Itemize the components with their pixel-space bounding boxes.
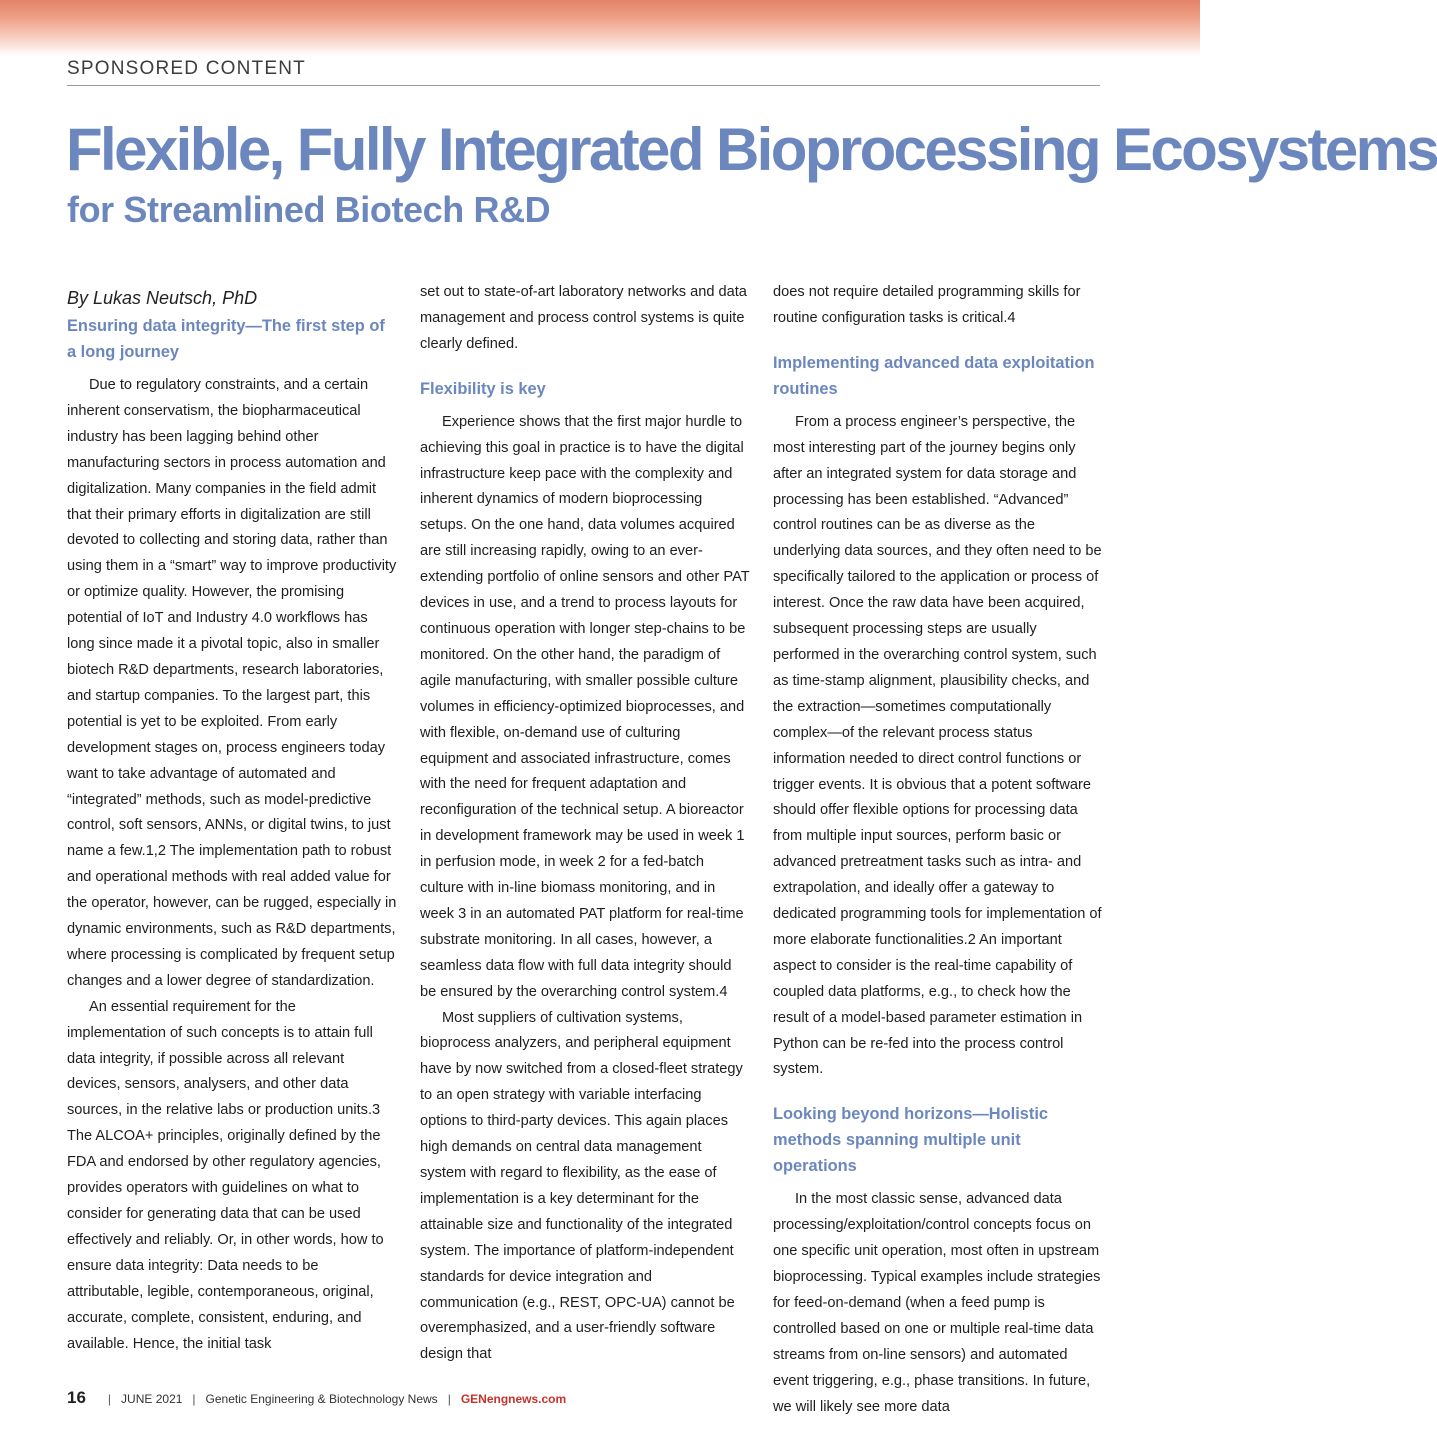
section-heading-beyond-horizons: Looking beyond horizons—Holistic methods spanning multiple unit operations [773, 1105, 1048, 1176]
page-footer [67, 1388, 566, 1412]
article-title: Flexible, Fully Integrated Bioprocessing Ecosystems [66, 116, 1437, 183]
article-column-1 [67, 280, 397, 1357]
page-number: 16 [67, 1388, 86, 1407]
section-heading-data-integrity: Ensuring data integrity—The first step of a long journey [67, 317, 385, 361]
issue-date: JUNE 2021 [121, 1392, 183, 1406]
body-paragraph: In the most classic sense, advanced data processing/exploitation/control concepts focus on one specific unit operation, most often in upstream bioprocessing. Typical examples include strategies for feed-on-demand (when a feed pump is controlled based on one or multiple real-time data streams from on-line sensors) and automated event triggering, e.g., phase transitions. In future, we will likely see more data [773, 1191, 1101, 1415]
website-link[interactable]: GENengnews.com [460, 1392, 567, 1406]
body-paragraph: An essential requirement for the implementation of such concepts is to attain full data integrity, if possible across all relevant devices, sensors, analysers, and other data sources, in the relative labs or production units.3 The ALCOA+ principles, originally defined by the FDA and endorsed by other regulatory agencies, provides operators with guidelines on what to consider for generating data that can be used effectively and reliably. Or, in other words, how to ensure data integrity: Data needs to be attributable, legible, contemporaneous, original, accurate, complete, consistent, enduring, and available. Hence, the initial task [67, 998, 384, 1352]
author-byline: By Lukas Neutsch, PhD [67, 288, 258, 308]
section-heading-advanced-routines: Implementing advanced data exploitation routines [773, 353, 1095, 398]
section-heading-flexibility: Flexibility is key [420, 379, 546, 398]
body-paragraph: set out to state-of-art laboratory networks and data management and process control systems is quite clearly defined. [420, 284, 747, 352]
footer-separator: | [192, 1392, 196, 1406]
body-paragraph: From a process engineer’s perspective, the most interesting part of the journey begins only after an integrated system for data storage and processing has been established. “Advanced” control routines can be as diverse as the underlying data sources, and they often need to be specifically tailored to the application or process of interest. Once the raw data have been acquired, subsequent processing steps are usually performed in the overarching control system, such as time-stamp alignment, plausibility checks, and the extraction—sometimes computationally complex—of the relevant process status information needed to direct control functions or trigger events. It is obvious that a potent software should offer flexible options for processing data from multiple input sources, perform basic or advanced pretreatment tasks such as intra- and extrapolation, and ideally offer a gateway to dedicated programming tools for implementation of more elaborate functionalities.2 An important aspect to consider is the real-time capability of coupled data platforms, e.g., to check how the result of a model-based parameter estimation in Python can be re-fed into the process control system. [773, 413, 1102, 1078]
article-column-3 [773, 280, 1103, 1421]
sponsored-label: SPONSORED CONTENT [67, 58, 306, 79]
body-paragraph: Experience shows that the first major hurdle to achieving this goal in practice is to have the digital infrastructure keep pace with the complexity and inherent dynamics of modern bioprocessing setups. On the one hand, data volumes acquired are still increasing rapidly, owing to an ever-extending portfolio of online sensors and other PAT devices in use, and a trend to process layouts for continuous operation with longer step-chains to be monitored. On the other hand, the paradigm of agile manufacturing, with smaller possible culture volumes in efficiency-optimized bioprocesses, and with flexible, on-demand use of culturing equipment and associated infrastructure, comes with the need for frequent adaptation and reconfiguration of the technical setup. A bioreactor in development framework may be used in week 1 in perfusion mode, in week 2 for a fed-batch culture with in-line biomass monitoring, and in week 3 in an automated PAT platform for real-time substrate monitoring. In all cases, however, a seamless data flow with full data integrity should be ensured by the overarching control system.4 [420, 413, 750, 1000]
footer-separator: | [107, 1392, 112, 1406]
body-paragraph: Most suppliers of cultivation systems, bioprocess analyzers, and peripheral equipment have by now switched from a closed-fleet strategy to an open strategy with variable interfacing options to third-party devices. This again places high demands on central data management system with regard to flexibility, as the ease of implementation is a key determinant for the attainable size and functionality of the integrated system. The importance of platform-independent standards for device integration and communication (e.g., REST, OPC-UA) cannot be overemphasized, and a user-friendly software design that [420, 1009, 743, 1363]
publication-name: Genetic Engineering & Biotechnology News [205, 1392, 438, 1406]
header-color-band [0, 0, 1200, 56]
article-subtitle: for Streamlined Biotech R&D [67, 189, 551, 230]
body-paragraph: Due to regulatory constraints, and a certain inherent conservatism, the biopharmaceutical industry has been lagging behind other manufacturing sectors in process automation and digitalization. Many companies in the field admit that their primary efforts in digitalization are still devoted to collecting and storing data, rather than using them in a “smart” way to improve productivity or optimize quality. However, the promising potential of IoT and Industry 4.0 workflows has long since made it a pivotal topic, also in smaller biotech R&D departments, research laboratories, and startup companies. To the largest part, this potential is yet to be exploited. From early development stages on, process engineers today want to take advantage of automated and “integrated” methods, such as model-predictive control, soft sensors, ANNs, or digital twins, to just name a few.1,2 The implementation path to robust and operational methods with real added value for the operator, however, can be rugged, especially in dynamic environments, such as R&D departments, where processing is complicated by frequent setup changes and a lower degree of standardization. [67, 377, 397, 989]
body-paragraph: does not require detailed programming skills for routine configuration tasks is critical.4 [773, 284, 1081, 326]
article-column-2 [420, 280, 750, 1368]
footer-separator: | [447, 1392, 451, 1406]
header-divider [67, 85, 1100, 86]
